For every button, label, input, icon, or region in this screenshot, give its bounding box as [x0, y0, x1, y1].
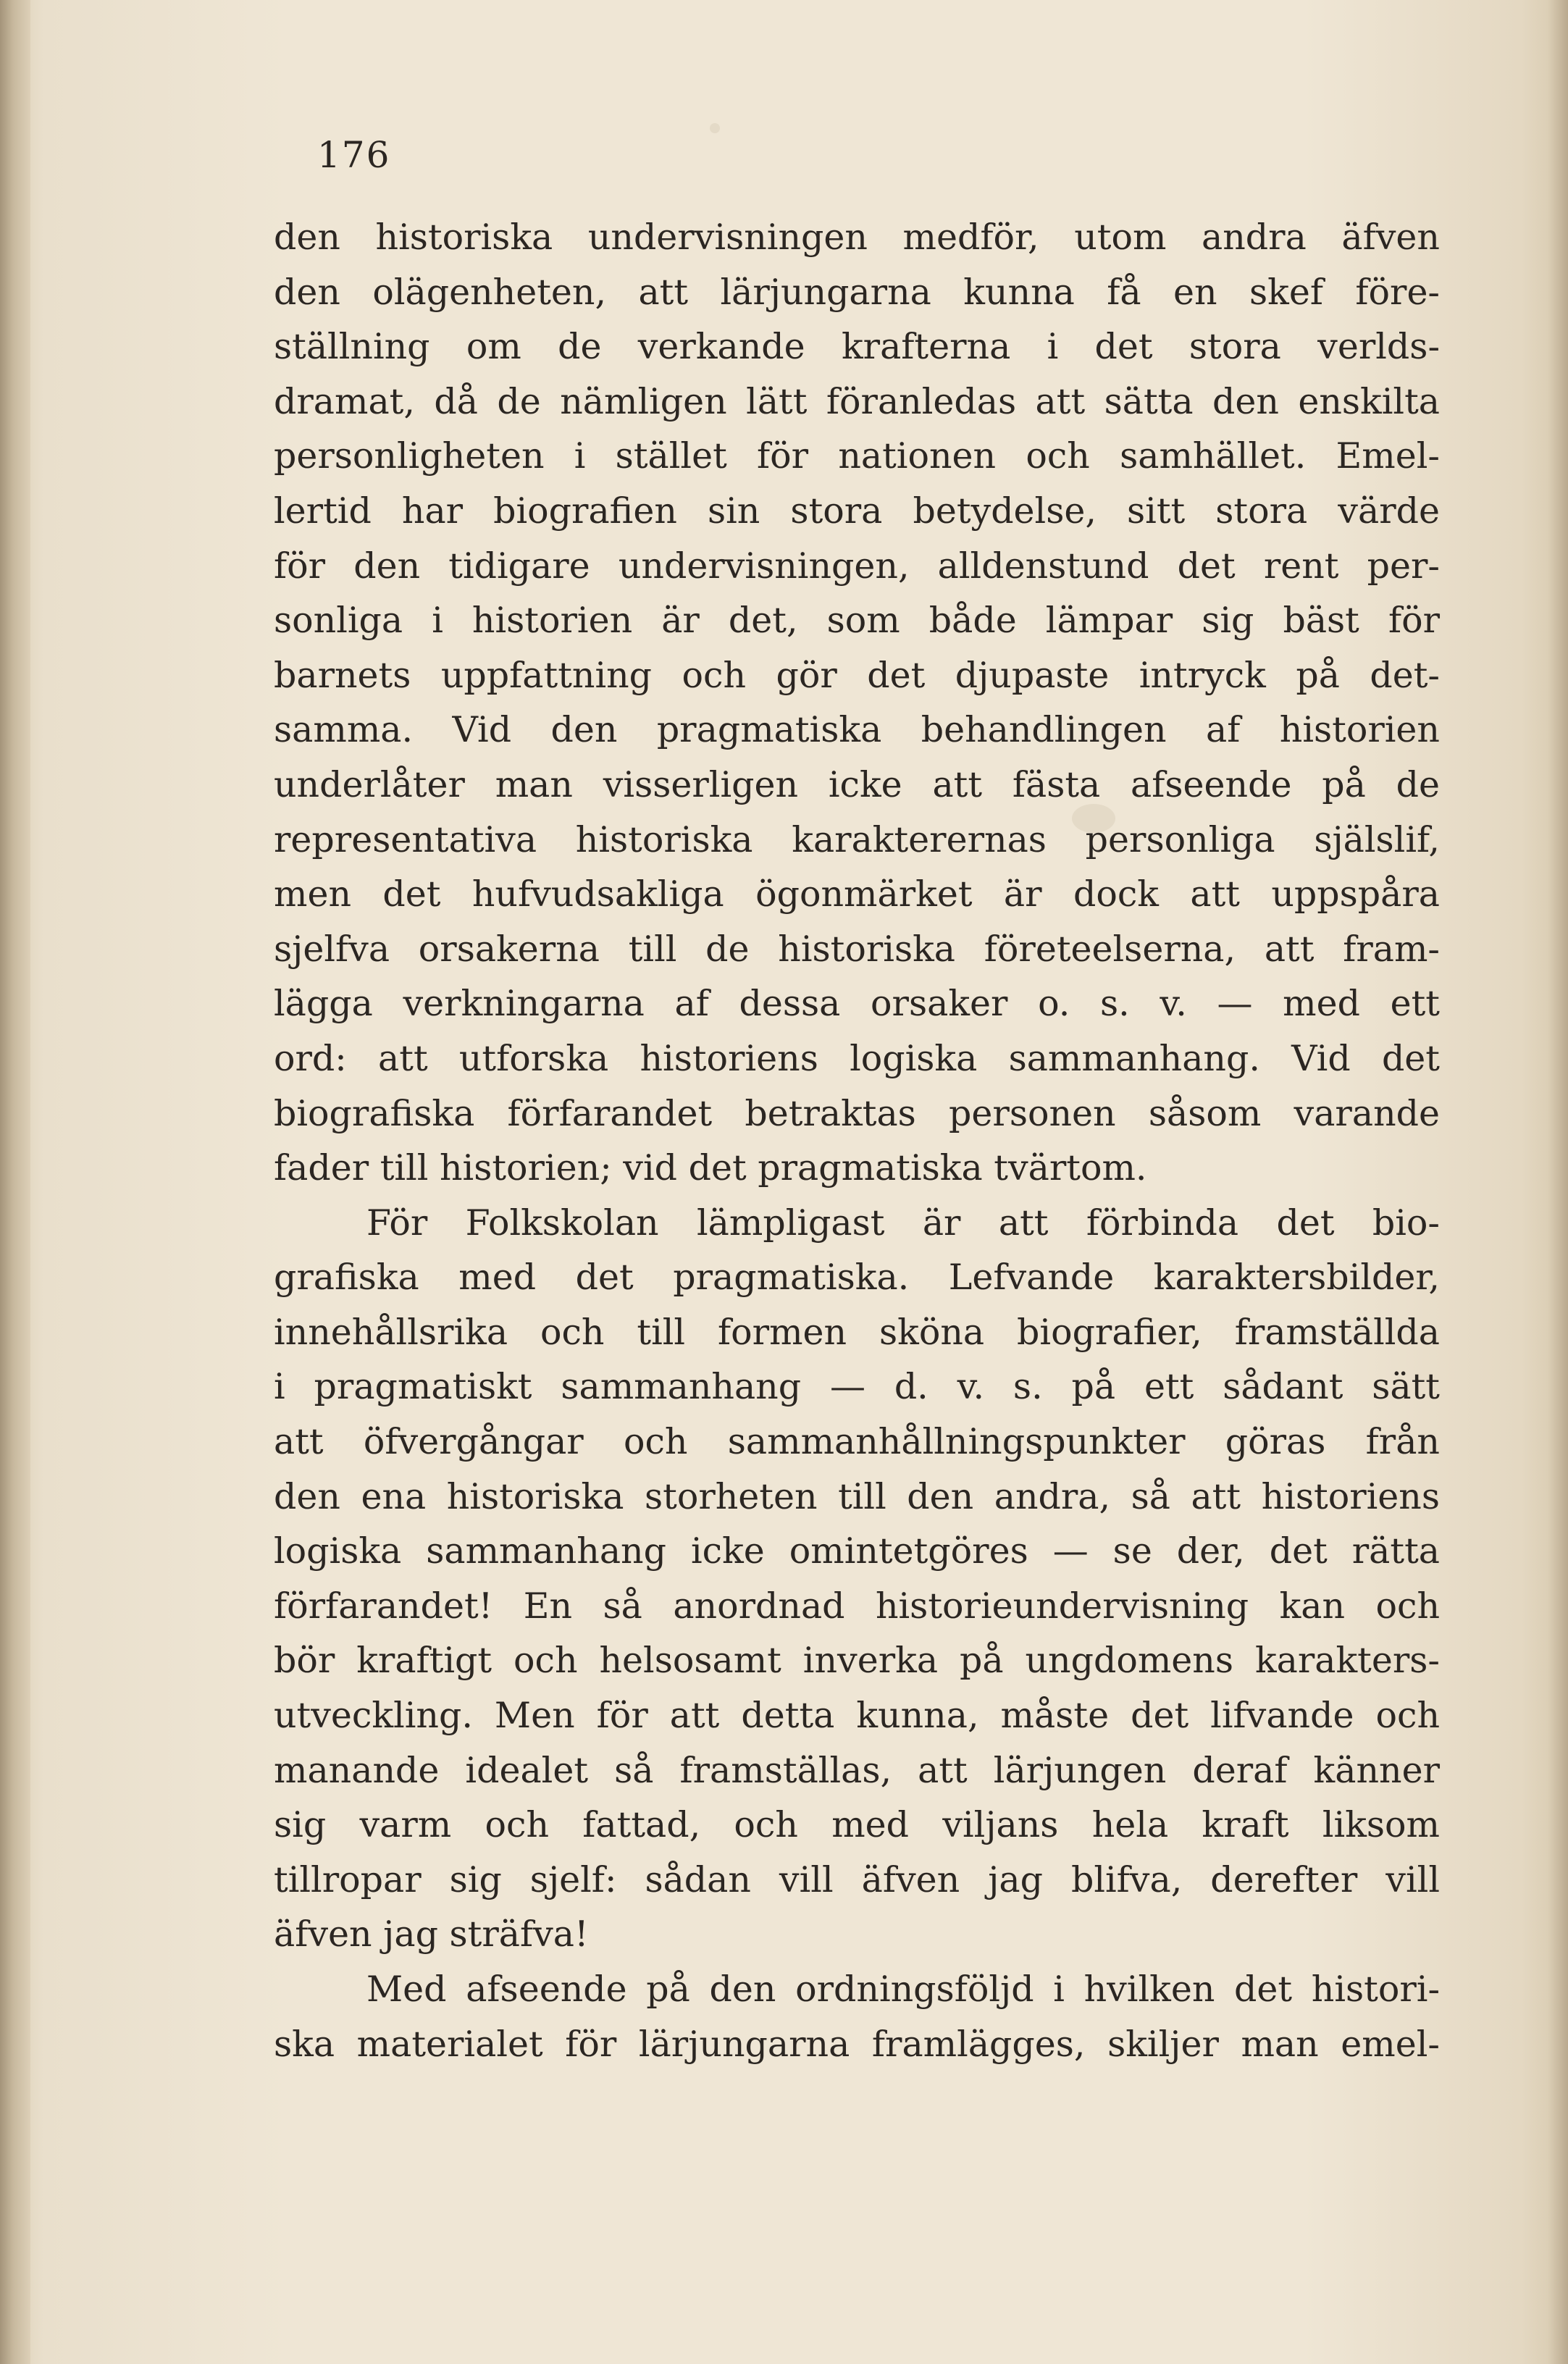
text-line: underlåter man visserligen icke att fästa afseende på de [274, 763, 1440, 805]
page-number: 176 [317, 134, 391, 176]
text-line: Med afseende på den ordningsföljd i hvilken det histori- [366, 1969, 1440, 2010]
text-line: biografiska förfarandet betraktas personen såsom varande [274, 1092, 1440, 1134]
text-line: innehållsrika och till formen sköna biografier, framställda [274, 1311, 1440, 1353]
text-line: den historiska undervisningen medför, utom andra äfven [274, 217, 1440, 258]
text-line: men det hufvudsakliga ögonmärket är dock att uppspåra [274, 873, 1440, 915]
text-line: barnets uppfattning och gör det djupaste intryck på det- [274, 654, 1440, 696]
body-text [274, 210, 1440, 2071]
text-line: samma. Vid den pragmatiska behandlingen af historien [274, 709, 1440, 751]
text-line: logiska sammanhang icke omintetgöres — se der, det rätta [274, 1530, 1440, 1572]
text-line: ställning om de verkande krafterna i det stora verlds- [274, 326, 1440, 368]
text-line: ord: att utforska historiens logiska sammanhang. Vid det [274, 1037, 1440, 1079]
text-line: grafiska med det pragmatiska. Lefvande karaktersbilder, [274, 1257, 1440, 1299]
text-line: i pragmatiskt sammanhang — d. v. s. på ett sådant sätt [274, 1366, 1440, 1408]
text-line: lägga verkningarna af dessa orsaker o. s. v. — med ett [274, 983, 1440, 1025]
text-line: äfven jag sträfva! [274, 1914, 589, 1956]
text-line: ska materialet för lärjungarna framlägges, skiljer man emel- [274, 2023, 1440, 2065]
text-line: att öfvergångar och sammanhållningspunkter göras från [274, 1421, 1440, 1463]
page-gutter-shadow [0, 0, 30, 2364]
text-line: för den tidigare undervisningen, alldenstund det rent per- [274, 545, 1440, 587]
text-line: förfarandet! En så anordnad historieundervisning kan och [274, 1585, 1440, 1627]
text-line: utveckling. Men för att detta kunna, måste det lifvande och [274, 1695, 1440, 1737]
text-line: För Folkskolan lämpligast är att förbinda det bio- [366, 1202, 1440, 1244]
text-line: sonliga i historien är det, som både lämpar sig bäst för [274, 600, 1440, 642]
text-line: bör kraftigt och helsosamt inverka på ungdomens karakters- [274, 1640, 1440, 1682]
text-line: representativa historiska karakterernas personliga själslif, [274, 818, 1440, 860]
text-line: dramat, då de nämligen lätt föranledas att sätta den enskilta [274, 380, 1440, 422]
text-line: den olägenheten, att lärjungarna kunna få en skef före- [274, 271, 1440, 313]
page-edge-shadow [1548, 0, 1568, 2364]
text-line: manande idealet så framställas, att lärjungen deraf känner [274, 1749, 1440, 1791]
text-line: personligheten i stället för nationen och samhället. Emel- [274, 435, 1440, 477]
text-line: sjelfva orsakerna till de historiska företeelserna, att fram- [274, 928, 1440, 970]
text-line: tillropar sig sjelf: sådan vill äfven jag blifva, derefter vill [274, 1858, 1440, 1900]
ink-speck [710, 123, 720, 133]
text-line: den ena historiska storheten till den andra, så att historiens [274, 1475, 1440, 1517]
text-line: lertid har biografien sin stora betydelse, sitt stora värde [274, 490, 1440, 532]
text-line: fader till historien; vid det pragmatiska tvärtom. [274, 1147, 1147, 1189]
text-line: sig varm och fattad, och med viljans hela kraft liksom [274, 1804, 1440, 1846]
